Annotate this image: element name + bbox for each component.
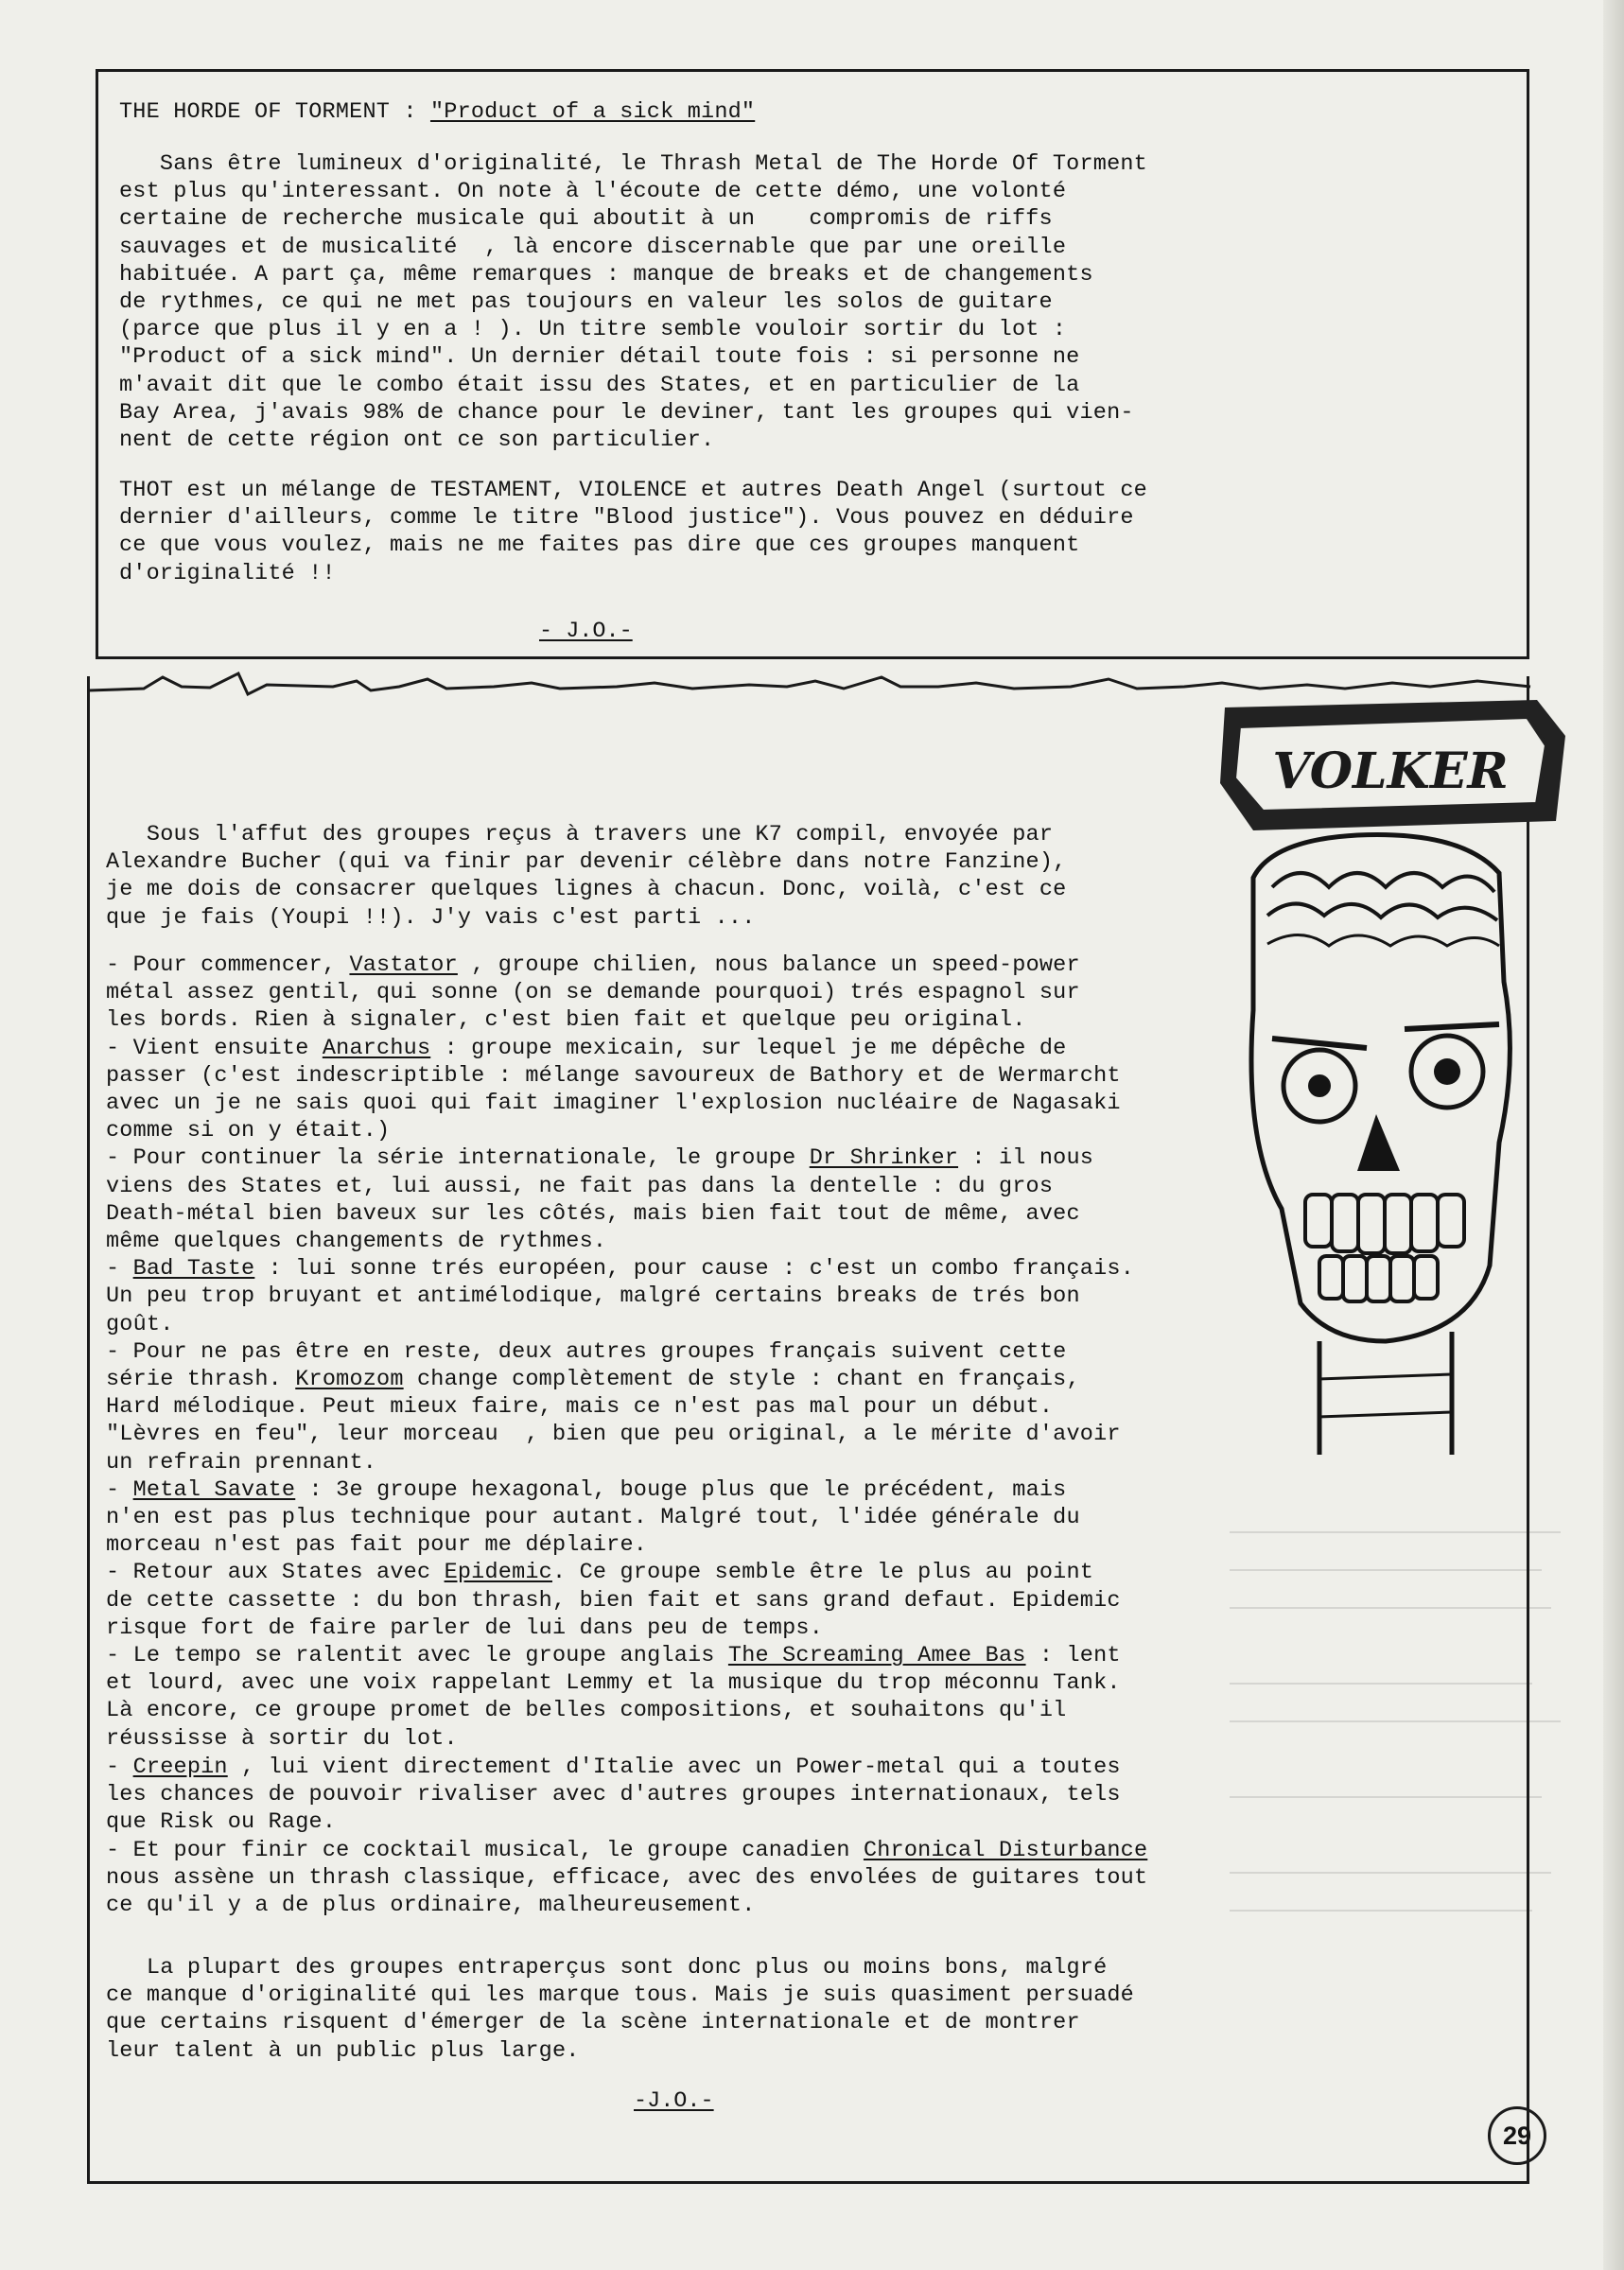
line-text: risque fort de faire parler de lui dans peu de temps. [106, 1615, 824, 1641]
band-name: Epidemic [444, 1560, 552, 1586]
line-text: que Risk ou Rage. [106, 1809, 337, 1836]
text-line: La plupart des groupes entraperçus sont donc plus ou moins bons, malgré [106, 1955, 1108, 1981]
review1-header-separator: : [390, 99, 430, 125]
volker-logo: VOLKER [1272, 742, 1509, 800]
line-text: les chances de pouvoir rivaliser avec d'autres groupes internationaux, tels [106, 1782, 1121, 1808]
line-text: - Pour continuer la série internationale, le groupe [106, 1145, 810, 1172]
text-line [106, 1255, 1134, 1283]
review1-paragraph-2 [119, 477, 1147, 587]
text-line: THOT est un mélange de TESTAMENT, VIOLENCE et autres Death Angel (surtout ce [119, 478, 1147, 503]
band-name: The Screaming Amee Bas [727, 1643, 1026, 1669]
line-text: - Et pour finir ce cocktail musical, le groupe canadien [106, 1837, 864, 1863]
text-line [106, 1062, 1134, 1090]
text-line: Alexandre Bucher (qui va finir par devenir célèbre dans notre Fanzine), [106, 849, 1067, 876]
text-line [106, 979, 1134, 1006]
text-line [106, 1144, 1134, 1172]
line-text: et lourd, avec une voix rappelant Lemmy et la musique du trop méconnu Tank. [106, 1670, 1121, 1697]
line-text: n'en est pas plus technique pour autant. Malgré tout, l'idée générale du [106, 1505, 1080, 1531]
text-line: ce que vous voulez, mais ne me faites pas dire que ces groupes manquent [119, 533, 1080, 559]
text-line [106, 1449, 1134, 1476]
line-text: Hard mélodique. Peut mieux faire, mais ce n'est pas mal pour un début. [106, 1394, 1054, 1421]
review1-signature: - J.O.- [539, 619, 633, 644]
text-line [106, 1892, 1147, 1919]
review2-band-list-continued [106, 1754, 1147, 1919]
text-line [106, 1837, 1147, 1864]
text-line [106, 1173, 1134, 1200]
text-line [106, 1421, 1134, 1448]
text-line [106, 1366, 1134, 1393]
text-line [106, 1228, 1134, 1255]
line-text: : 3e groupe hexagonal, bouge plus que le précédent, mais [295, 1476, 1067, 1503]
line-text: - Retour aux States avec [106, 1560, 445, 1586]
text-line: ce manque d'originalité qui les marque tous. Mais je suis quasiment persuadé [106, 1982, 1134, 2009]
text-line: leur talent à un public plus large. [106, 2037, 580, 2064]
review1-band: THE HORDE OF TORMENT [119, 99, 391, 125]
review2-band-list [106, 952, 1134, 1753]
text-line [106, 1615, 1134, 1642]
line-text: les bords. Rien à signaler, c'est bien fait et quelque peu original. [106, 1007, 1026, 1034]
text-line [106, 1587, 1134, 1615]
band-name: Chronical Disturbance [863, 1837, 1148, 1863]
text-line: que certains risquent d'émerger de la scène internationale et de montrer [106, 2010, 1080, 2036]
line-text: Là encore, ce groupe promet de belles compositions, et souhaitons qu'il [106, 1698, 1067, 1724]
line-text: goût. [106, 1311, 174, 1337]
line-text: viens des States et, lui aussi, ne fait pas dans la dentelle : du gros [106, 1173, 1054, 1199]
line-text: "Lèvres en feu", leur morceau , bien que peu original, a le mérite d'avoir [106, 1422, 1121, 1448]
text-line: nent de cette région ont ce son particulier. [119, 428, 715, 454]
text-line [106, 1283, 1134, 1310]
text-line: m'avait dit que le combo était issu des States, et en particulier de la [119, 372, 1080, 398]
text-line [106, 1311, 1134, 1338]
line-text: nous assène un thrash classique, efficace, avec des envolées de guitares tout [106, 1864, 1148, 1891]
text-line [106, 1697, 1134, 1724]
band-name: Metal Savate [132, 1476, 296, 1503]
band-name: Vastator [349, 952, 458, 978]
line-text: même quelques changements de rythmes. [106, 1229, 607, 1255]
text-line [106, 1504, 1134, 1531]
review1-paragraph-1 [119, 150, 1147, 454]
text-line [106, 1559, 1134, 1586]
text-line: certaine de recherche musicale qui aboutit à un compromis de riffs [119, 206, 1053, 233]
text-line: Sans être lumineux d'originalité, le Thrash Metal de The Horde Of Torment [119, 151, 1147, 177]
text-line: que je fais (Youpi !!). J'y vais c'est parti ... [106, 904, 756, 931]
skull-illustration [1215, 698, 1575, 1474]
review2-signature: -J.O.- [634, 2088, 714, 2114]
text-line: sauvages et de musicalité , là encore discernable que par une oreille [119, 234, 1067, 260]
text-line [106, 1642, 1134, 1669]
review1-demo-title: "Product of a sick mind" [429, 99, 756, 125]
line-text: change complètement de style : chant en français, [403, 1367, 1080, 1393]
band-name: Kromozom [295, 1367, 404, 1393]
text-line: "Product of a sick mind". Un dernier détail toute fois : si personne ne [119, 344, 1080, 371]
band-name: Dr Shrinker [809, 1145, 959, 1172]
text-line: dernier d'ailleurs, comme le titre "Blood justice"). Vous pouvez en déduire [119, 505, 1134, 532]
text-line [106, 1200, 1134, 1228]
text-line: de rythmes, ce qui ne met pas toujours en valeur les solos de guitare [119, 289, 1053, 316]
band-name: Anarchus [322, 1035, 431, 1061]
text-line: je me dois de consacrer quelques lignes à chacun. Donc, voilà, c'est ce [106, 877, 1067, 903]
text-line: Sous l'affut des groupes reçus à travers une K7 compil, envoyée par [106, 822, 1054, 847]
line-text: morceau n'est pas fait pour me déplaire. [106, 1532, 648, 1559]
text-line [106, 1006, 1134, 1034]
page-number: 29 [1488, 2106, 1546, 2165]
line-text: , groupe chilien, nous balance un speed-power [457, 952, 1080, 978]
text-line [106, 1781, 1147, 1808]
line-text: - [106, 1256, 133, 1283]
bleed-through-texture [1220, 1494, 1580, 2156]
text-line [106, 1338, 1134, 1366]
text-line [106, 1531, 1134, 1559]
text-line: est plus qu'interessant. On note à l'écoute de cette démo, une volonté [119, 179, 1067, 205]
line-text: - Vient ensuite [106, 1035, 323, 1061]
line-text: : lui sonne trés européen, pour cause : c'est un combo français. [254, 1256, 1134, 1283]
text-line [106, 1117, 1134, 1144]
line-text: : il nous [958, 1145, 1094, 1172]
text-line [106, 1476, 1134, 1504]
line-text: - [106, 1755, 133, 1780]
line-text: série thrash. [106, 1367, 296, 1393]
text-line [106, 1393, 1134, 1421]
band-name: Bad Taste [132, 1256, 255, 1283]
text-line [106, 1754, 1147, 1781]
text-line [106, 952, 1134, 979]
text-line: habituée. A part ça, même remarques : manque de breaks et de changements [119, 261, 1093, 288]
line-text: : groupe mexicain, sur lequel je me dépêche de [430, 1035, 1067, 1061]
text-line [106, 1669, 1134, 1697]
text-line [106, 1808, 1147, 1836]
review2-conclusion [106, 1954, 1134, 2065]
page-edge [1603, 0, 1624, 2270]
line-text: métal assez gentil, qui sonne (on se demande pourquoi) trés espagnol sur [106, 980, 1080, 1006]
line-text: comme si on y était.) [106, 1118, 391, 1144]
line-text: ce qu'il y a de plus ordinaire, malheureusement. [106, 1893, 756, 1919]
text-line: Bay Area, j'avais 98% de chance pour le deviner, tant les groupes qui vien- [119, 399, 1134, 426]
line-text: . Ce groupe semble être le plus au point [551, 1560, 1094, 1586]
line-text: : lent [1025, 1643, 1121, 1669]
line-text: - Le tempo se ralentit avec le groupe anglais [106, 1643, 728, 1669]
line-text: - Pour ne pas être en reste, deux autres groupes français suivent cette [106, 1338, 1067, 1365]
line-text: , lui vient directement d'Italie avec un Power-metal qui a toutes [227, 1755, 1121, 1780]
line-text: un refrain prennant. [106, 1449, 377, 1476]
text-line: (parce que plus il y en a ! ). Un titre semble vouloir sortir du lot : [119, 317, 1067, 343]
text-line [106, 1035, 1134, 1062]
line-text: passer (c'est indescriptible : mélange savoureux de Bathory et de Wermarcht [106, 1062, 1121, 1089]
text-line [106, 1725, 1134, 1753]
text-line: d'originalité !! [119, 560, 336, 586]
line-text: - Pour commencer, [106, 952, 350, 978]
band-name: Creepin [132, 1755, 228, 1780]
line-text: Death-métal bien baveux sur les côtés, mais bien fait tout de même, avec [106, 1200, 1080, 1227]
review1-header [119, 98, 755, 126]
line-text: - [106, 1476, 133, 1503]
text-line [106, 1864, 1147, 1892]
line-text: de cette cassette : du bon thrash, bien fait et sans grand defaut. Epidemic [106, 1587, 1121, 1614]
line-text: réussisse à sortir du lot. [106, 1725, 458, 1752]
review2-intro [106, 821, 1066, 932]
text-line [106, 1090, 1134, 1117]
line-text: Un peu trop bruyant et antimélodique, malgré certains breaks de trés bon [106, 1283, 1080, 1310]
line-text: avec un je ne sais quoi qui fait imaginer l'explosion nucléaire de Nagasaki [106, 1091, 1121, 1117]
